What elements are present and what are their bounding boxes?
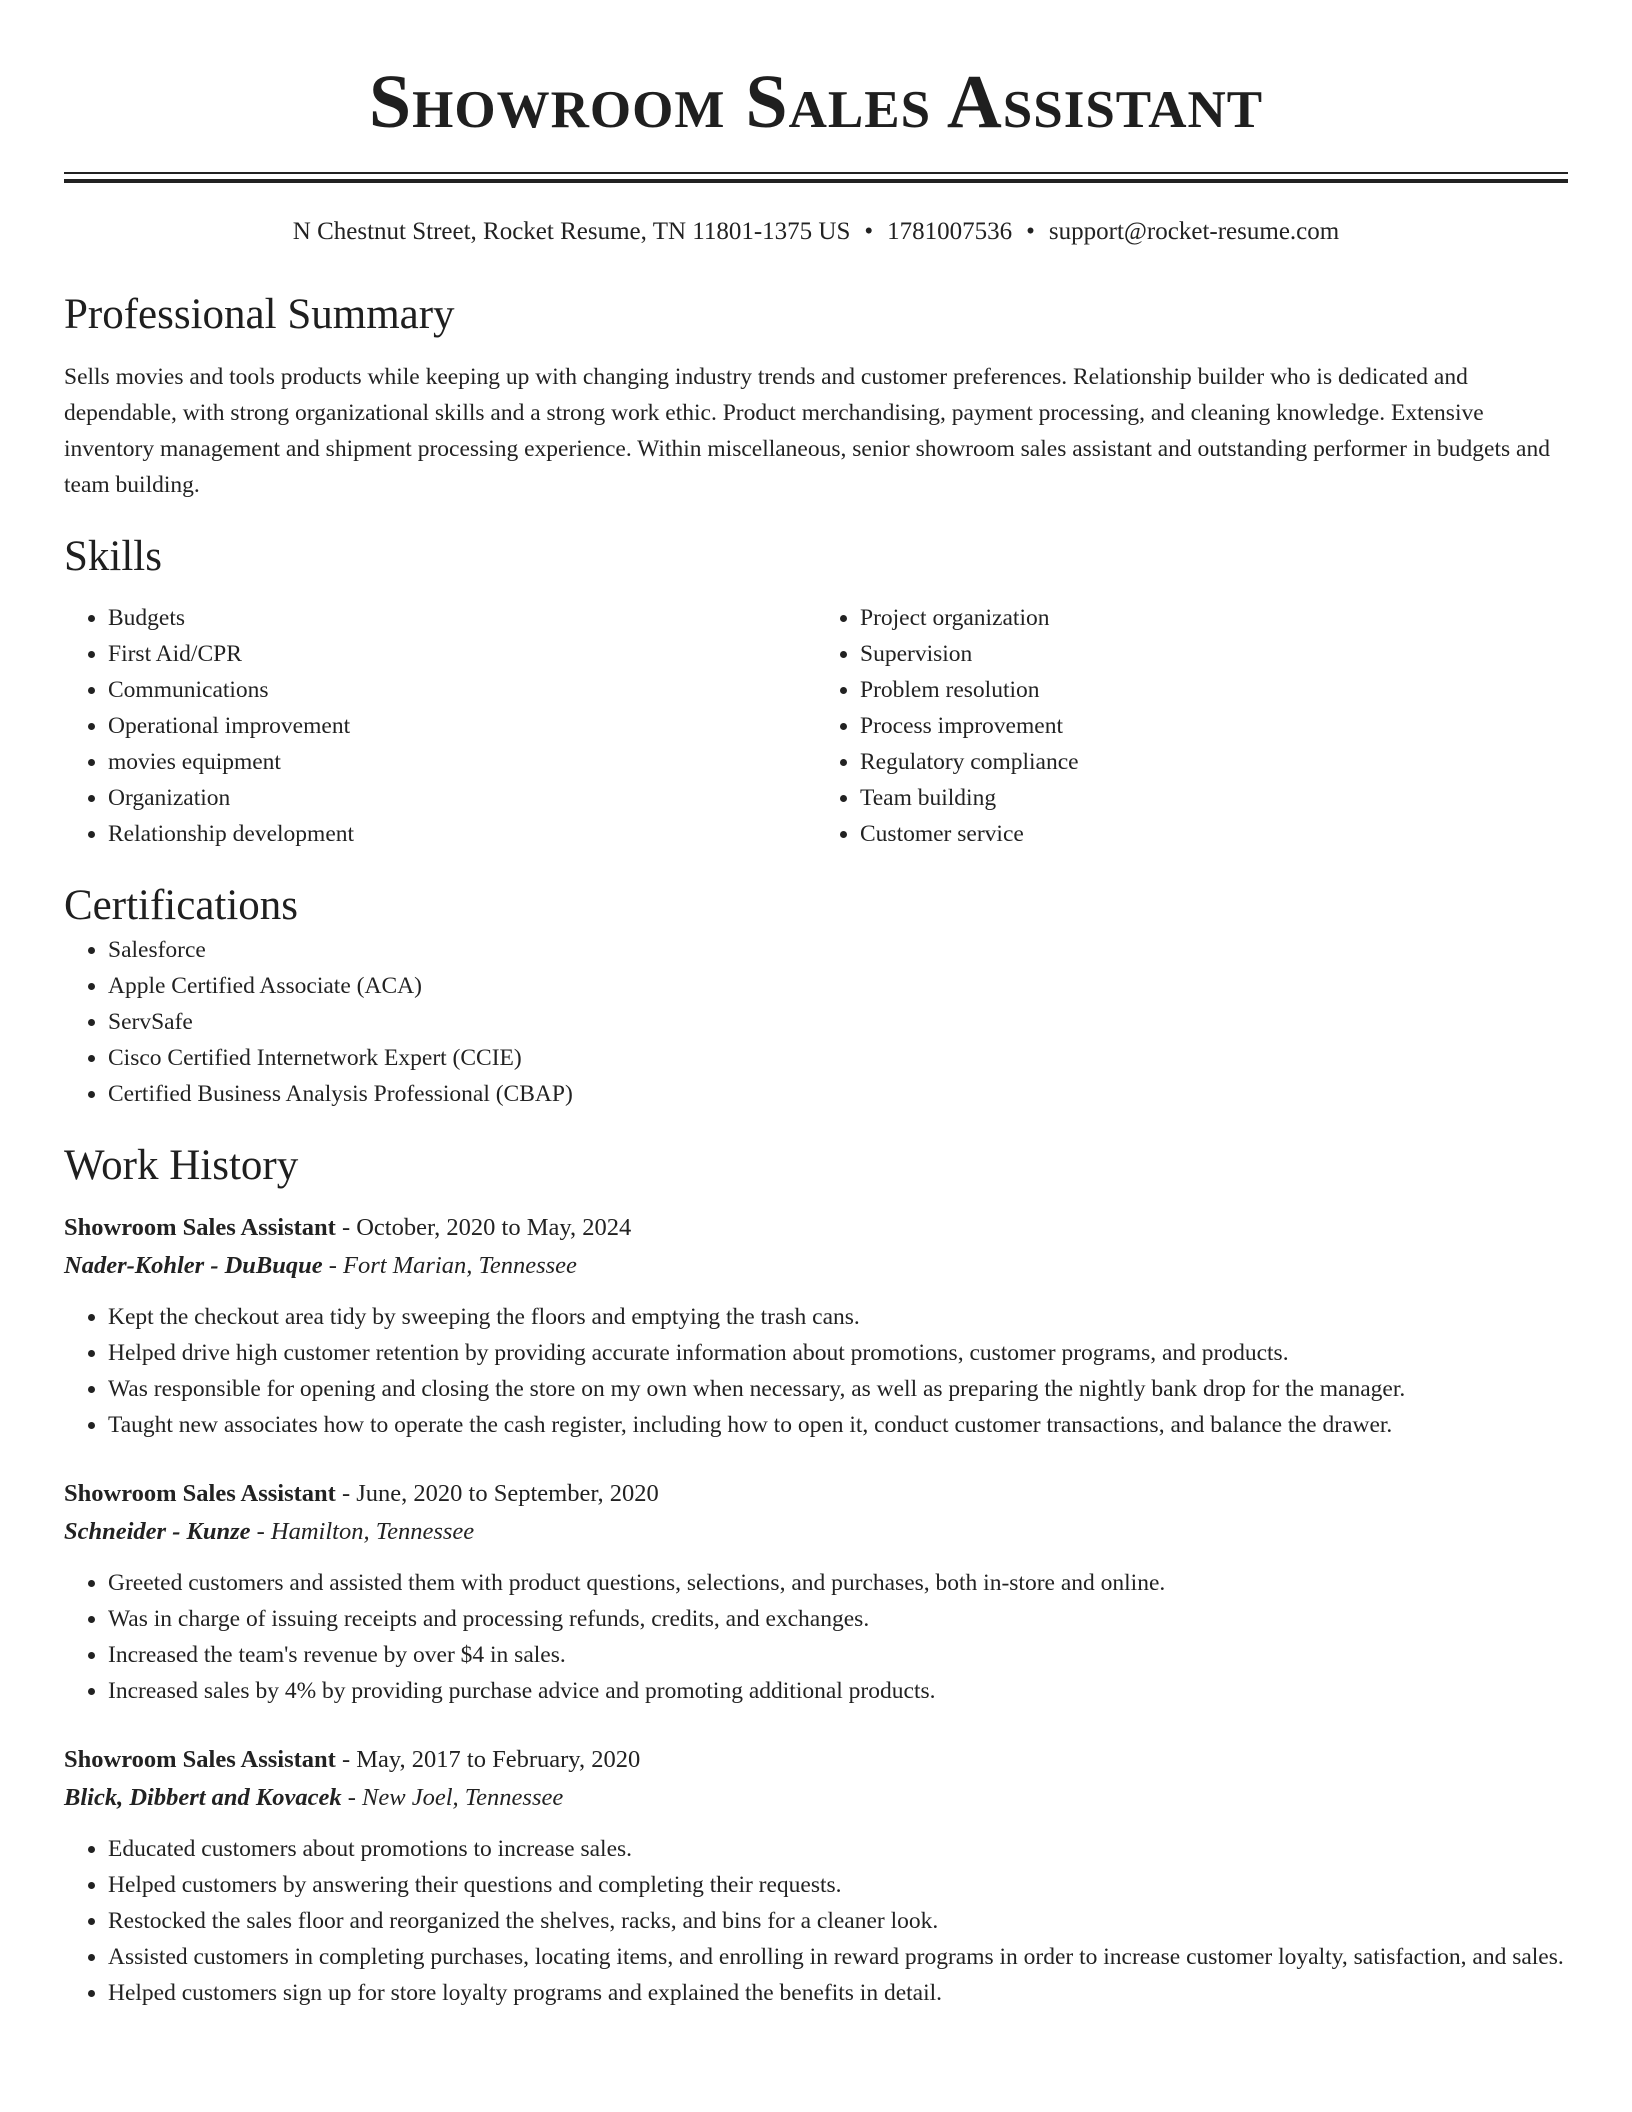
- skills-columns: [64, 600, 1568, 852]
- certification-item: • Certified Business Analysis Professional (CBAP): [108, 1076, 1568, 1112]
- certification-item: • Salesforce: [108, 932, 1568, 968]
- skill-item: • Process improvement: [860, 708, 1568, 744]
- job-title-line: [64, 1475, 1568, 1513]
- job-company: Blick, Dibbert and Kovacek: [64, 1784, 342, 1812]
- skills-heading: Skills: [64, 532, 162, 580]
- job-company-line: [64, 1513, 1568, 1551]
- job-title-line: [64, 1741, 1568, 1779]
- job-duty: • Increased the team's revenue by over $4 in sales.: [108, 1637, 1568, 1673]
- summary-heading: Professional Summary: [64, 291, 455, 338]
- job-duty: • Taught new associates how to operate the cash register, including how to open it, conduct customer transactions, and balance the drawer.: [108, 1407, 1568, 1443]
- header-double-rule: [64, 172, 1568, 183]
- certification-item: • Apple Certified Associate (ACA): [108, 968, 1568, 1004]
- work-history-heading: Work History: [64, 1141, 299, 1189]
- job-entry: [64, 1741, 1568, 2011]
- job-duty: • Restocked the sales floor and reorganized the shelves, racks, and bins for a cleaner look.: [108, 1903, 1568, 1939]
- resume-page: [64, 0, 1568, 2011]
- job-duty: • Assisted customers in completing purchases, locating items, and enrolling in reward programs in order to increase customer loyalty, satisfaction, and sales.: [108, 1939, 1568, 1975]
- job-duties-list: [64, 1831, 1568, 2011]
- job-company-line: [64, 1779, 1568, 1817]
- contact-separator: •: [1026, 218, 1035, 245]
- job-duty: • Helped customers sign up for store loyalty programs and explained the benefits in detail.: [108, 1975, 1568, 2011]
- skill-item: • movies equipment: [108, 744, 816, 780]
- job-title: Showroom Sales Assistant: [64, 1214, 336, 1242]
- skills-list-left: [64, 600, 816, 852]
- certifications-list: [64, 932, 1568, 1112]
- job-location: - New Joel, Tennessee: [341, 1784, 564, 1812]
- skill-item: • First Aid/CPR: [108, 636, 816, 672]
- skill-item: • Customer service: [860, 816, 1568, 852]
- job-duty: • Was in charge of issuing receipts and processing refunds, credits, and exchanges.: [108, 1601, 1568, 1637]
- job-company: Schneider - Kunze: [64, 1518, 251, 1546]
- job-company: Nader-Kohler - DuBuque: [64, 1252, 323, 1280]
- job-duty: • Helped drive high customer retention by providing accurate information about promotions, customer programs, and products.: [108, 1335, 1568, 1371]
- job-duty: • Increased sales by 4% by providing purchase advice and promoting additional products.: [108, 1673, 1568, 1709]
- certification-item: • Cisco Certified Internetwork Expert (CCIE): [108, 1040, 1568, 1076]
- job-duties-list: [64, 1565, 1568, 1709]
- job-duties-list: [64, 1299, 1568, 1443]
- job-duty: • Educated customers about promotions to increase sales.: [108, 1831, 1568, 1867]
- skill-item: • Project organization: [860, 600, 1568, 636]
- job-duty: • Kept the checkout area tidy by sweeping the floors and emptying the trash cans.: [108, 1299, 1568, 1335]
- summary-text: Sells movies and tools products while keeping up with changing industry trends and customer preferences. Relationship builder who is dedicated and dependable, with strong organizational skills and a strong work ethic. Product merchandising, payment processing, and cleaning knowledge. Extensive inventory management and shipment processing experience. Within miscellaneous, senior showroom sales assistant and outstanding performer in budgets and team building.: [64, 363, 1550, 498]
- skills-section: [64, 531, 1568, 853]
- certifications-heading: Certifications: [64, 882, 299, 930]
- certification-item: • ServSafe: [108, 1004, 1568, 1040]
- certifications-section: [64, 880, 1568, 1112]
- job-duty: • Helped customers by answering their questions and completing their requests.: [108, 1867, 1568, 1903]
- job-entry: [64, 1475, 1568, 1709]
- job-location: - Fort Marian, Tennessee: [322, 1252, 577, 1280]
- job-location: - Hamilton, Tennessee: [250, 1518, 475, 1546]
- skill-item: • Operational improvement: [108, 708, 816, 744]
- contact-line: [64, 217, 1568, 247]
- job-dates: - June, 2020 to September, 2020: [335, 1480, 659, 1508]
- job-entry: [64, 1209, 1568, 1443]
- job-title-line: [64, 1209, 1568, 1247]
- skill-item: • Organization: [108, 780, 816, 816]
- skill-item: • Problem resolution: [860, 672, 1568, 708]
- summary-section: [64, 289, 1568, 503]
- job-dates: - October, 2020 to May, 2024: [335, 1214, 632, 1242]
- job-title: Showroom Sales Assistant: [64, 1480, 336, 1508]
- resume-title: Showroom Sales Assistant: [368, 60, 1264, 144]
- skill-item: • Supervision: [860, 636, 1568, 672]
- job-duty: • Greeted customers and assisted them with product questions, selections, and purchases, both in-store and online.: [108, 1565, 1568, 1601]
- contact-phone: 1781007536: [887, 218, 1013, 245]
- job-duty: • Was responsible for opening and closing the store on my own when necessary, as well as preparing the nightly bank drop for the manager.: [108, 1371, 1568, 1407]
- work-history-section: [64, 1140, 1568, 2012]
- job-title: Showroom Sales Assistant: [64, 1746, 336, 1774]
- skill-item: • Relationship development: [108, 816, 816, 852]
- contact-email: support@rocket-resume.com: [1048, 218, 1340, 245]
- skill-item: • Team building: [860, 780, 1568, 816]
- contact-separator: •: [864, 218, 874, 245]
- skill-item: • Communications: [108, 672, 816, 708]
- job-company-line: [64, 1247, 1568, 1285]
- skill-item: • Budgets: [108, 600, 816, 636]
- contact-address: N Chestnut Street, Rocket Resume, TN 11801-1375 US: [292, 218, 851, 245]
- skills-list-right: [816, 600, 1568, 852]
- skill-item: • Regulatory compliance: [860, 744, 1568, 780]
- job-dates: - May, 2017 to February, 2020: [335, 1746, 641, 1774]
